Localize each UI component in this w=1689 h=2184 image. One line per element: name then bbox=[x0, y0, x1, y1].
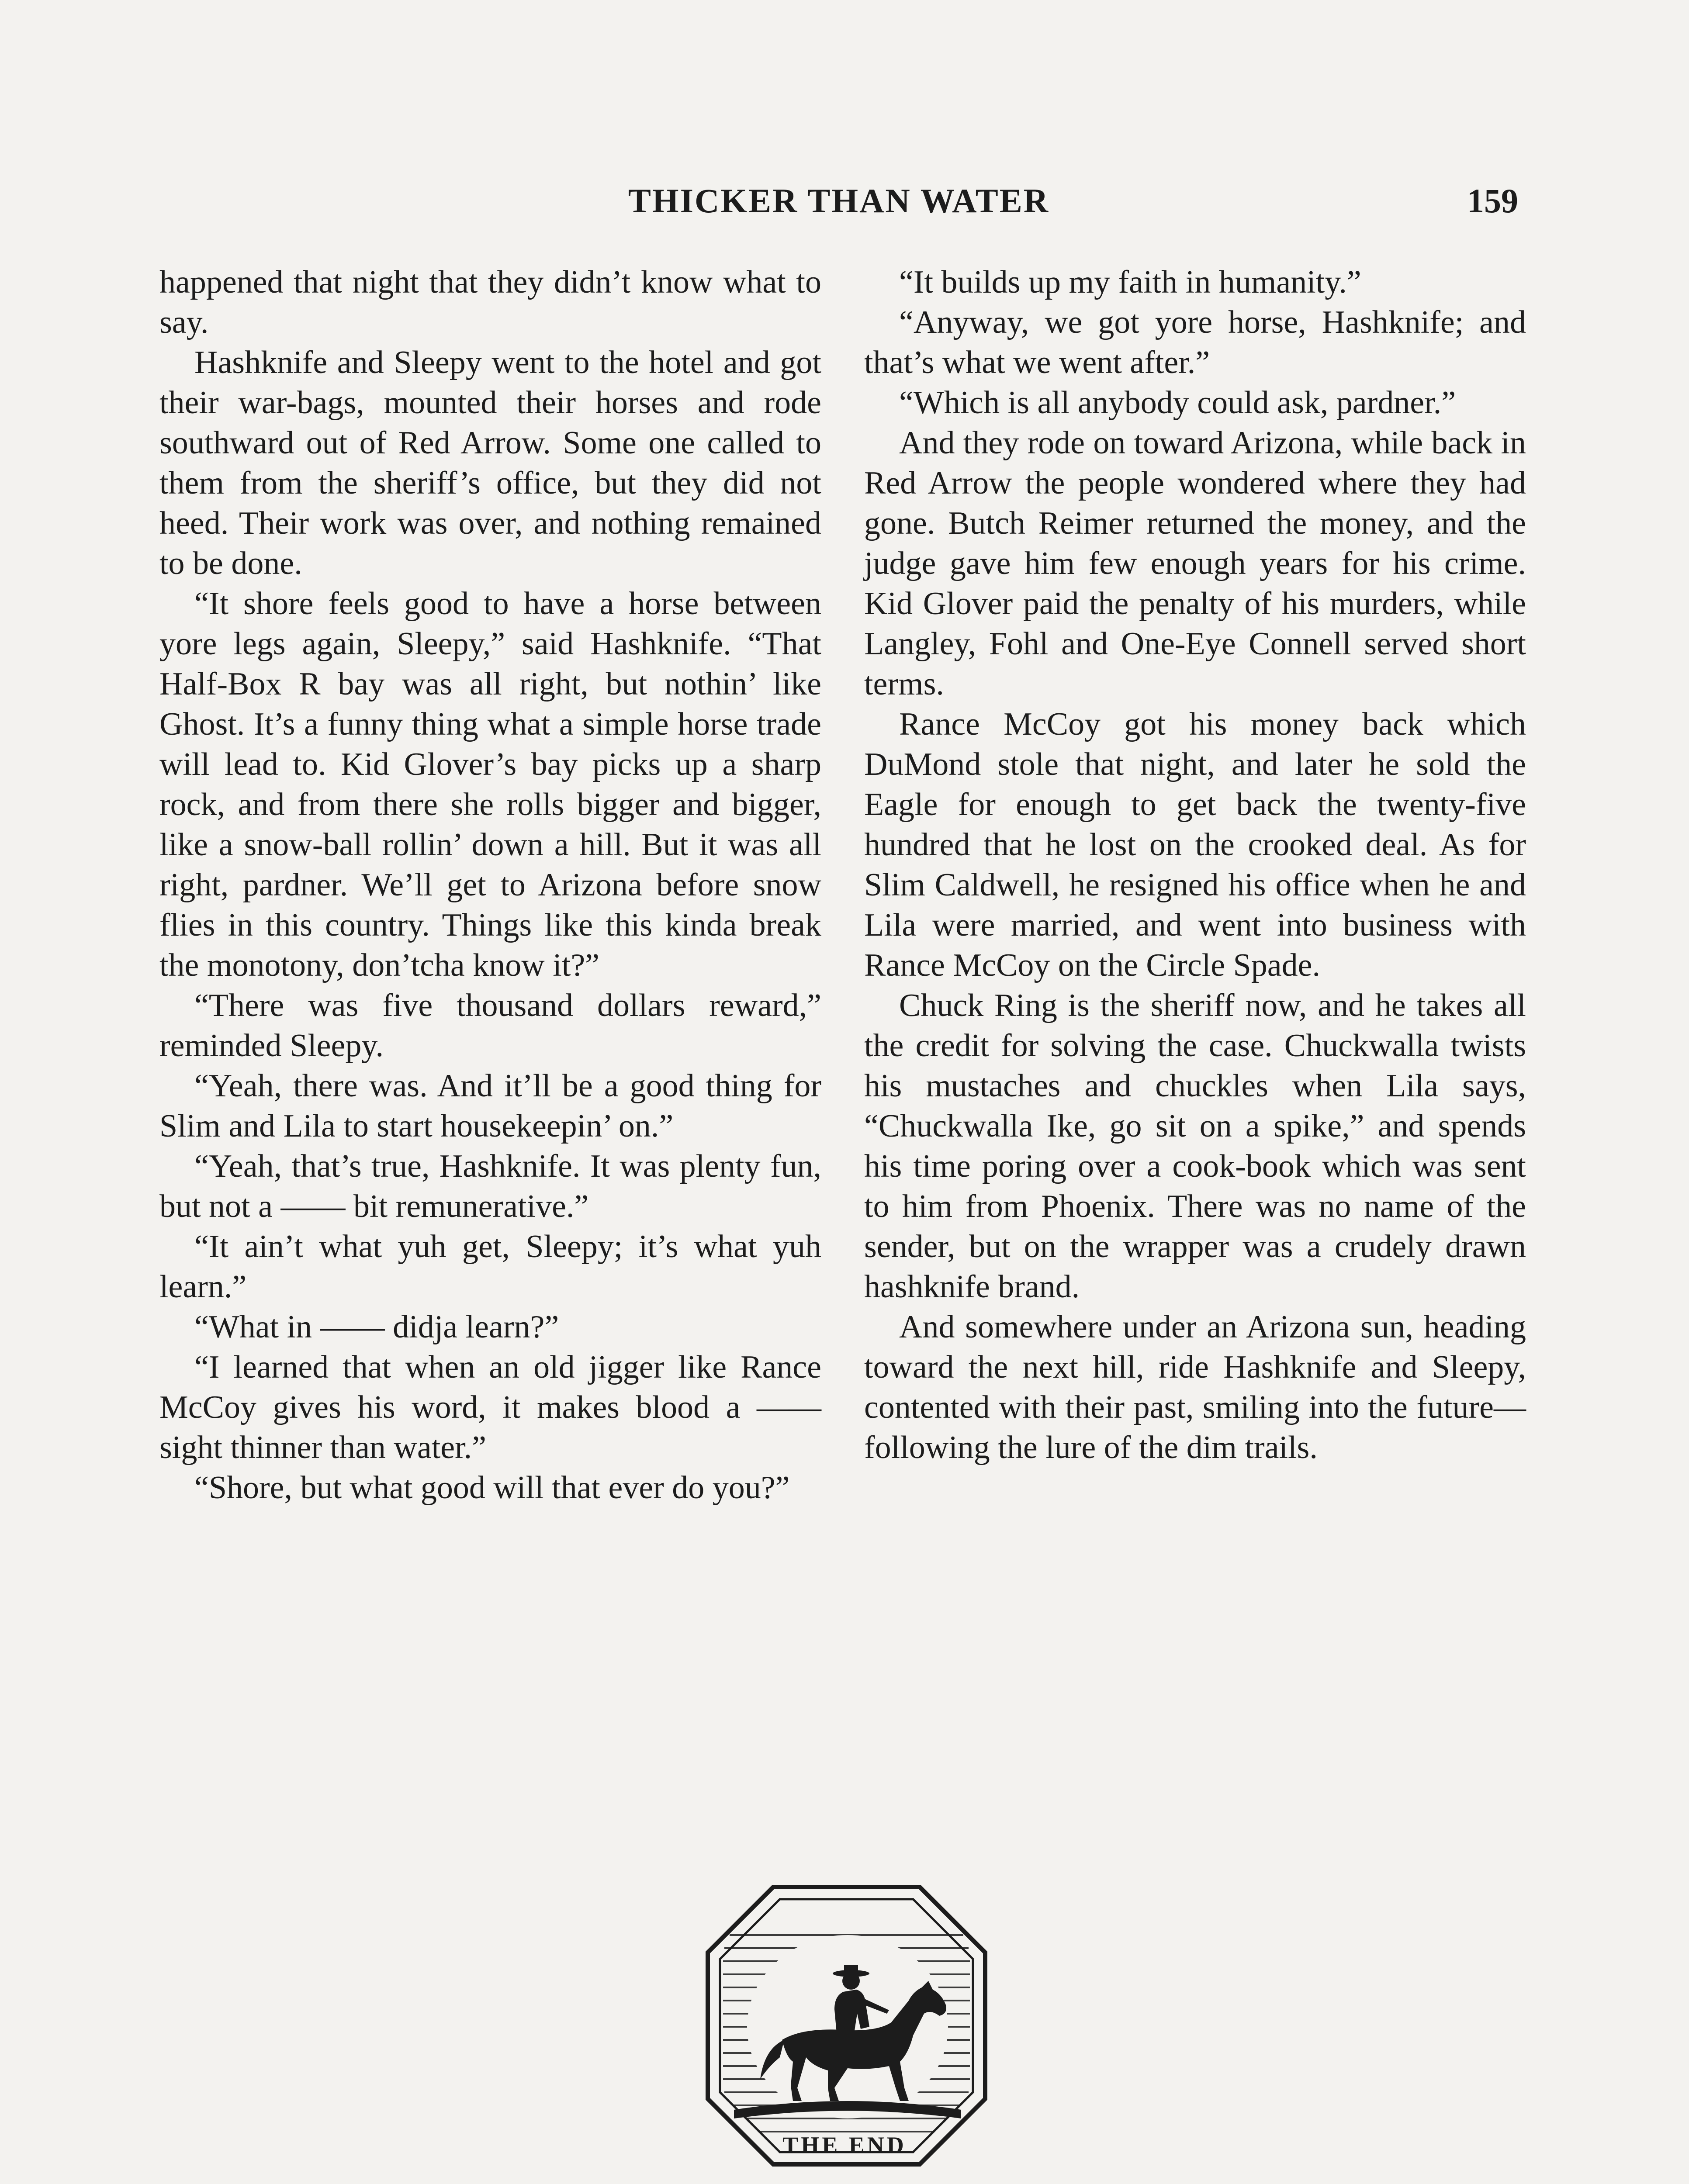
paragraph: Rance McCoy got his money back which DuMond stole that night, and later he sold the Eagle for enough to get back the twenty-five hundred that he lost on the crooked deal. As for Slim Caldwell, he resigned his office when he and Lila were married, and went into business with Rance McCoy on the Circle Spade. bbox=[864, 706, 1526, 983]
page-number: 159 bbox=[1467, 182, 1518, 220]
running-head bbox=[159, 177, 1518, 225]
paragraph: happened that night that they didn’t know what to say. bbox=[159, 264, 821, 340]
paragraph: Hashknife and Sleepy went to the hotel and got their war-bags, mounted their horses and rode southward out of Red Arrow. Some one called to them from the sheriff’s office, but they did not heed. Their work was over, and nothing remained to be done. bbox=[159, 345, 821, 581]
the-end-label: THE END bbox=[782, 2132, 907, 2158]
paragraph: “It ain’t what yuh get, Sleepy; it’s what yuh learn.” bbox=[159, 1229, 821, 1305]
right-column bbox=[864, 262, 1526, 1468]
paragraph: And they rode on toward Arizona, while back in Red Arrow the people wondered where they had gone. Butch Reimer returned the money, and the judge gave him few enough years for his crime. Kid Glover paid the penalty of his murders, while Langley, Fohl and One-Eye Connell served short terms. bbox=[864, 425, 1526, 702]
paragraph: “Anyway, we got yore horse, Hashknife; and that’s what we went after.” bbox=[864, 304, 1526, 380]
paragraph: “It shore feels good to have a horse between yore legs again, Sleepy,” said Hashknife. “That Half-Box R bay was all right, but nothin’ like Ghost. It’s a funny thing what a simple horse trade will lead to. Kid Glover’s bay picks up a sharp rock, and from there she rolls bigger and bigger, like a snow-ball rollin’ down a hill. But it was all right, pardner. We’ll get to Arizona before snow flies in this country. Things like this kinda break the monotony, don’tcha know it?” bbox=[159, 586, 821, 983]
paragraph: “It builds up my faith in humanity.” bbox=[899, 264, 1361, 300]
paragraph: “What in —— didja learn?” bbox=[194, 1309, 559, 1345]
paragraph: “I learned that when an old jigger like Rance McCoy gives his word, it makes blood a —— sight thinner than water.” bbox=[159, 1349, 821, 1465]
paragraph: “Shore, but what good will that ever do you?” bbox=[194, 1470, 790, 1506]
paragraph: “Yeah, that’s true, Hashknife. It was plenty fun, but not a —— bit remunerative.” bbox=[159, 1148, 821, 1224]
paragraph: “There was five thousand dollars reward,” reminded Sleepy. bbox=[159, 988, 821, 1064]
paragraph: “Which is all anybody could ask, pardner.” bbox=[899, 385, 1456, 421]
paragraph: Chuck Ring is the sheriff now, and he takes all the credit for solving the case. Chuckwalla twists his mustaches and chuckles when Lila says, “Chuckwalla Ike, go sit on a spike,” and spends his time poring over a cook-book which was sent to him from Phoenix. There was no name of the sender, but on the wrapper was a crudely drawn hashknife brand. bbox=[864, 988, 1526, 1305]
horse-and-rider-icon bbox=[703, 1883, 990, 2169]
left-column bbox=[159, 262, 821, 1508]
paragraph: And somewhere under an Arizona sun, heading toward the next hill, ride Hashknife and Sleepy, contented with their past, smiling into the future—following the lure of the dim trails. bbox=[864, 1309, 1526, 1465]
running-title: THICKER THAN WATER bbox=[628, 182, 1050, 220]
paragraph: “Yeah, there was. And it’ll be a good thing for Slim and Lila to start housekeepin’ on.” bbox=[159, 1068, 821, 1144]
